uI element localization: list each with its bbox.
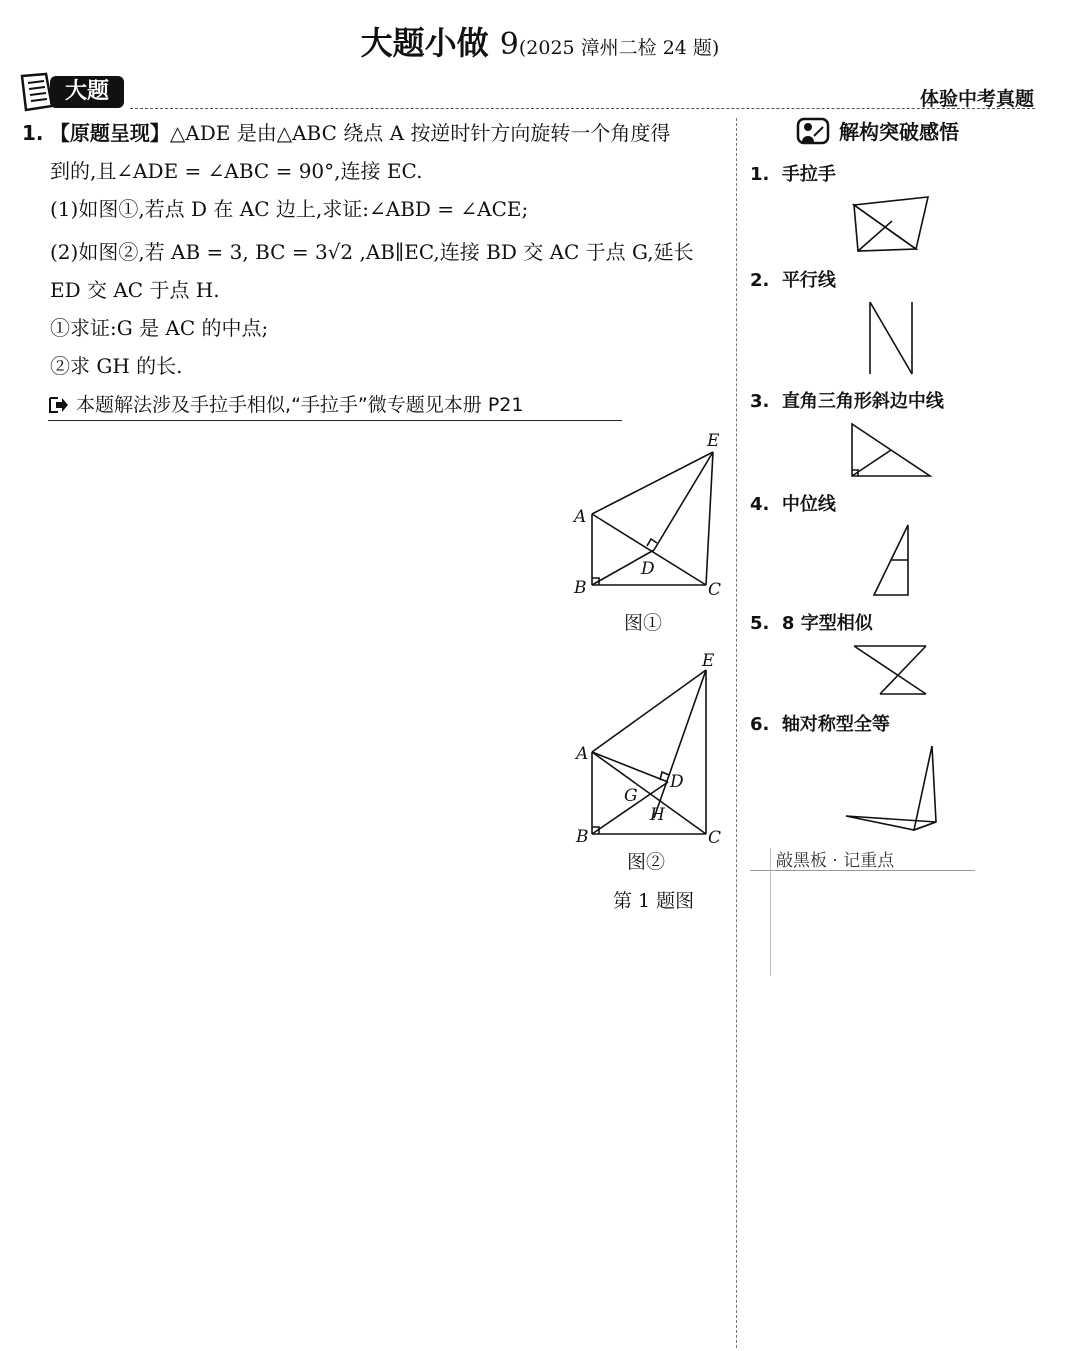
sidebar-item-5-label: 8 字型相似 [781,613,873,634]
teacher-icon [796,116,832,146]
sidebar-title [796,116,959,146]
sidebar-item-6-num: 6. [750,714,770,735]
fig1-label-a: A [574,507,587,527]
page-title [0,18,1080,64]
title-text: 大题小做 [360,24,489,62]
figure-8-diagram [850,642,930,698]
question-number: 1. [22,121,44,145]
sidebar-item-3-label: 直角三角形斜边中线 [781,391,944,412]
reference-link-text: 本题解法涉及手拉手相似,“手拉手”微专题见本册 P21 [76,394,524,416]
fig1-label-e: E [707,431,720,451]
right-triangle-median-diagram [848,420,934,480]
fig2-label-e: E [702,651,715,671]
sidebar-item-6-label: 轴对称型全等 [781,714,890,735]
column-divider [736,118,737,1348]
symmetric-congruence-diagram [842,742,938,834]
question-part-2: (2)如图②,若 AB = 3, BC = 3√2 ,AB∥EC,连接 BD 交 AC 于点 G,延长 [50,240,694,264]
sidebar-item-2 [750,266,836,292]
section-tag-label: 大题 [50,76,124,108]
question-tag: 【原题呈现】 [49,121,170,145]
sidebar-item-4-label: 中位线 [781,494,836,515]
sidebar-item-4-num: 4. [750,494,770,515]
title-number: 9 [499,27,519,62]
header-divider [130,108,1035,109]
reference-link[interactable] [48,390,622,421]
sidebar-item-3-num: 3. [750,391,770,412]
sidebar-item-1-label: 手拉手 [781,164,836,185]
fig2-label-a: A [576,744,589,764]
question-line-2: 到的,且∠ADE = ∠ABC = 90°,连接 EC. [50,159,423,183]
sidebar-item-4 [750,490,836,516]
hand-in-hand-diagram [848,193,932,255]
sidebar-item-5-num: 5. [750,613,770,634]
question-part-1: (1)如图①,若点 D 在 AC 边上,求证:∠ABD = ∠ACE; [50,197,529,221]
fig1-label-b: B [574,578,587,598]
fig2-label-h: H [650,805,665,825]
fig2-label-b: B [576,827,589,845]
arrow-right-icon [48,396,70,414]
sidebar-title-text: 解构突破感悟 [838,120,959,144]
parallel-lines-diagram [862,300,916,376]
notes-rule-horizontal [750,870,975,871]
figure-1-caption: 图① [624,612,663,634]
fig2-label-g: G [624,786,638,806]
question-sub-1: ①求证:G 是 AC 的中点; [50,316,269,340]
figure-2 [560,645,735,845]
sidebar-item-1-num: 1. [750,164,770,185]
notes-rule-vertical [770,848,771,976]
title-source: (2025 漳州二检 24 题) [518,37,720,59]
question-line-1 [22,114,670,152]
sidebar-item-1 [750,160,836,186]
question-sub-2: ②求 GH 的长. [50,354,183,378]
notes-label: 敲黑板 · 记重点 [776,851,895,871]
figure-2-caption: 图② [627,851,666,873]
fig2-label-d: D [670,772,684,792]
figure-1 [560,425,735,605]
fig1-label-d: D [641,559,655,579]
sidebar-item-6 [750,710,890,736]
sidebar-item-3 [750,387,944,413]
fig1-label-c: C [708,580,722,600]
sidebar-item-2-num: 2. [750,270,770,291]
midline-diagram [870,523,912,597]
sidebar-item-2-label: 平行线 [781,270,836,291]
sidebar-item-5 [750,609,873,635]
question-part-2-cont: ED 交 AC 于点 H. [50,278,220,302]
fig2-label-c: C [708,828,722,845]
section-tag [18,72,126,112]
header-right-label: 体验中考真题 [919,88,1034,110]
figure-group-caption: 第 1 题图 [613,890,695,912]
question-text: △ADE 是由△ABC 绕点 A 按逆时针方向旋转一个角度得 [169,121,671,145]
